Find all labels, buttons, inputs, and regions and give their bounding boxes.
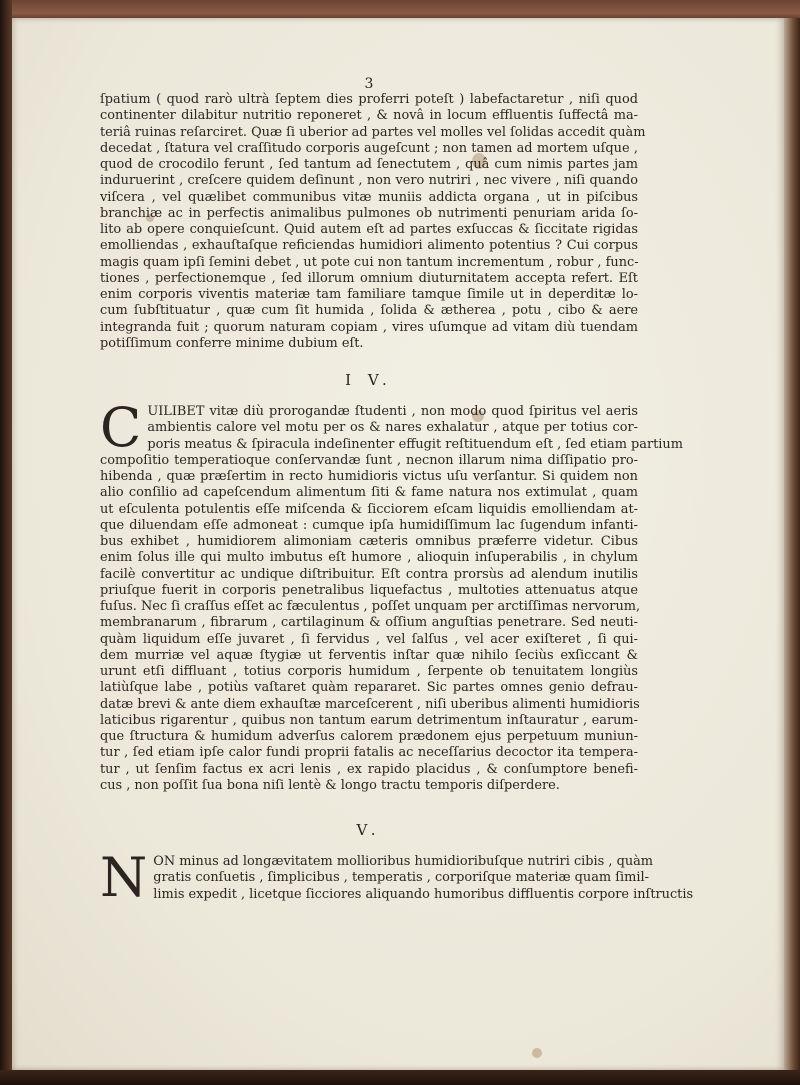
text-line: induruerint , creſcere quidem deſinunt , non vero nutriri , nec vivere , niſi quando [100,173,638,189]
text-line: tur , ſed etiam ipſe calor fundi proprii fatalis ac neceſſarius decoctor ita tempera- [100,745,638,761]
text-line: ſpatium ( quod rarò ultrà ſeptem dies proferri poteſt ) labefactaretur , niſi quod [100,92,638,107]
text-line: teriâ ruinas reſarciret. Quæ ſi uberior ad partes vel molles vel ſolidas accedit quàm [100,124,646,140]
text-line: quod de crocodilo ferunt , ſed tantum ad ſenectutem , quâ cum nimis partes jam [100,157,638,172]
text-line: que ſtructura & humidum adverſus calorem prædonem ejus perpetuum muniun- [100,729,638,744]
text-line: decedat , ſtatura vel craſſitudo corporis augeſcunt ; non tamen ad mortem uſque , [100,140,638,156]
right-page-edge [784,18,800,1085]
text-line: priuſque fuerit in corporis penetralibus liquefactus , multoties attenuatus atque [100,582,638,598]
text-line: branchiæ ac in perfectis animalibus pulmones ob nutrimenti penuriam arida ſo- [100,205,638,221]
text-line: poris meatus & ſpiracula indeſinenter effugit reſtituendum eſt , ſed etiam partium [147,436,683,452]
text-line: magis quam ipſi ſemini debet , ut pote cui non tantum incrementum , robur , func- [100,254,639,270]
text-line: integranda fuit ; quorum naturam copiam , vires uſumque ad vitam diù tuendam [100,319,638,335]
text-line: cum ſubſtituatur , quæ cum ſit humida , ſolida & ætherea , potu , cibo & aere [100,303,638,319]
text-line: viſcera , vel quælibet communibus vitæ muniis addicta organa , ut in piſcibus [100,189,638,205]
text-line: limis expedit , licetque ſicciores aliquando humoribus diffluentis corpore inſtructis [153,886,694,902]
text-line: fuſus. Nec ſi craſſus eſſet ac fæculentus , poſſet unquam per arctiſſimas nervorum, [100,599,641,614]
text-line: compoſitio temperatioque conſervandæ ſunt , necnon illarum nima diſſipatio pro- [100,452,638,468]
section-v-text [100,846,694,909]
text-line: urunt etſi diffluant , totius corporis humidum , ſerpente ob tenuitatem longiùs [100,664,638,679]
section-v-body [100,846,694,909]
section-iv-text [100,396,683,794]
text-line: ambientis calore vel motu per os & nares exhalatur , atque per totius cor- [147,420,638,436]
text-line: facilè convertitur ac undique diſtribuitur. Eſt contra prorsùs ad alendum inutilis [100,566,638,582]
text-line: datæ brevi & ante diem exhauſtæ marceſcerent , niſi uberibus alimenti humidioris [100,696,640,712]
text-line: ON minus ad longævitatem mollioribus humidioribuſque nutriri cibis , quàm [153,854,654,869]
text-line: lito ab opere conquieſcunt. Quid autem eſt ad partes exſuccas & ſiccitate rigidas [100,222,638,237]
text-line: quàm liquidum eſſe juvaret , ſi fervidus , vel ſalſus , vel acer exiſteret , ſi qui- [100,631,638,647]
page-number: 3 [364,76,374,92]
text-line: tur , ut ſenſim factus ex acri lenis , ex rapido placidus , & conſumptore benefi- [100,761,638,777]
text-line: latiùſque labe , potiùs vaſtaret quàm repararet. Sic partes omnes genio defrau- [100,680,638,696]
text-line: potiſſimum conferre minime dubium eſt. [100,335,364,351]
bottom-edge [0,1070,800,1085]
text-line: dem murriæ vel aquæ ſtygiæ ut ferventis inſtar quæ nihilo ſeciùs exſiccant & [100,647,638,663]
text-line: continenter dilabitur nutritio reponeret , & novâ in locum effluentis ſuffectâ ma- [100,108,638,124]
drop-cap-c: C [100,396,142,459]
foxing-spot [532,1048,542,1058]
text-line: gratis conſuetis , ſimplicibus , temperatis , corporiſque materiæ quam ſimil- [153,870,649,886]
spine-shadow [0,0,12,1085]
text-line: emolliendas , exhauſtaſque reficiendas humidiori alimento potentius ? Cui corpus [100,238,638,254]
text-line: cus , non poſſit ſua bona niſi lentè & longo tractu temporis diſperdere. [100,777,560,793]
text-line: laticibus rigarentur , quibus non tantum earum detrimentum inſtauratur , earum- [100,712,638,728]
paragraph-continued [100,92,646,352]
text-line: enim corporis viventis materiæ tam familiare tamque ſimile ut in deperditæ lo- [100,287,638,302]
text-line: alio conſilio ad capeſcendum alimentum ſiti & fame natura nos extimulat , quam [100,485,638,501]
text-line: que diluendam eſſe admoneat : cumque ipſa humidiſſimum lac ſugendum infanti- [100,517,638,533]
text-line: UILIBET vitæ diù prorogandæ ſtudenti , non modo quod ſpiritus vel aeris [147,404,638,419]
text-line: tiones , perfectionemque , ſed illorum omnium diuturnitatem accepta refert. Eſt [100,270,638,286]
drop-cap-n: N [100,846,148,909]
text-line: bus exhibet , humidiorem alimoniam cæteris omnibus præferre videtur. Cibus [100,534,638,549]
text-line: enim ſolus ille qui multo imbutus eſt humore , alioquin inſuperabilis , in chylum [100,550,638,566]
text-line: ut eſculenta potulentis eſſe miſcenda & ſicciorem eſcam liquidis emolliendam at- [100,501,638,517]
section-iv-body [100,396,683,794]
page-text [100,76,694,909]
text-line: hibenda , quæ præſertim in recto humidioris victus uſu verſantur. Si quidem non [100,469,638,484]
section-heading-iv: I V. [345,371,393,389]
text-line: membranarum , fibrarum , cartilaginum & oſſium anguſtias penetrare. Sed neuti- [100,615,638,631]
section-heading-v: V. [356,821,382,839]
